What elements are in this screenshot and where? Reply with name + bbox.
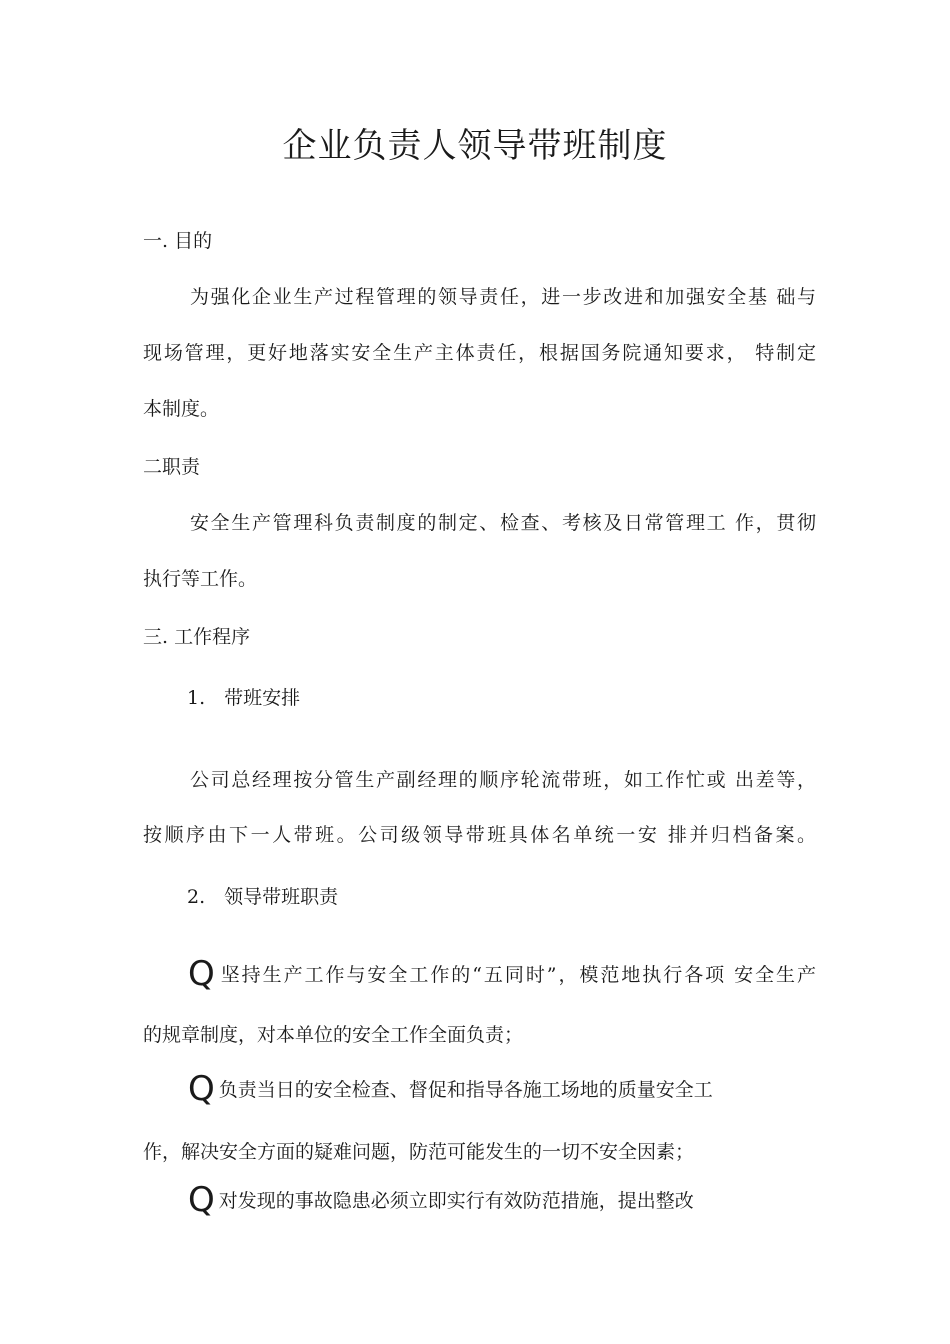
paragraph-line: 安全生产管理科负责制度的制定、检查、考核及日常管理工 作，贯彻 [190, 512, 816, 534]
section-heading-duties: 二职责 [143, 456, 201, 478]
duty-text: 坚持生产工作与安全工作的“五同时”，模范地执行各项 安全生产 [218, 964, 816, 986]
paragraph-line: 按顺序由下一人带班。公司级领导带班具体名单统一安 排并归档备案。 [143, 824, 816, 846]
paragraph-line: 为强化企业生产过程管理的领导责任，进一步改进和加强安全基 础与 [190, 286, 816, 308]
duty-continuation: 作，解决安全方面的疑难问题，防范可能发生的一切不安全因素； [143, 1141, 695, 1163]
duty-item [188, 1180, 694, 1220]
duty-text: 对发现的事故隐患必须立即实行有效防范措施，提出整改 [218, 1190, 694, 1212]
list-item-label: 1. 带班安排 [187, 687, 301, 709]
bullet-glyph: Q [188, 1180, 215, 1220]
bullet-glyph: Q [188, 954, 215, 994]
paragraph-line: 公司总经理按分管生产副经理的顺序轮流带班，如工作忙或 出差等， [190, 769, 816, 791]
duty-text: 负责当日的安全检查、督促和指导各施工场地的质量安全工 [218, 1079, 713, 1101]
document-title: 企业负责人领导带班制度 [282, 126, 668, 166]
paragraph-line: 现场管理，更好地落实安全生产主体责任，根据国务院通知要求， 特制定 [143, 342, 816, 364]
paragraph-line: 执行等工作。 [143, 568, 258, 590]
duty-item [188, 954, 816, 994]
duty-continuation: 的规章制度，对本单位的安全工作全面负责； [143, 1024, 524, 1046]
paragraph-line: 本制度。 [143, 398, 220, 420]
section-heading-procedure: 三. 工作程序 [143, 626, 251, 648]
duty-item [188, 1069, 713, 1109]
list-item-label: 2. 领导带班职责 [187, 886, 339, 908]
section-heading-purpose: 一. 目的 [143, 230, 213, 252]
bullet-glyph: Q [188, 1069, 215, 1109]
